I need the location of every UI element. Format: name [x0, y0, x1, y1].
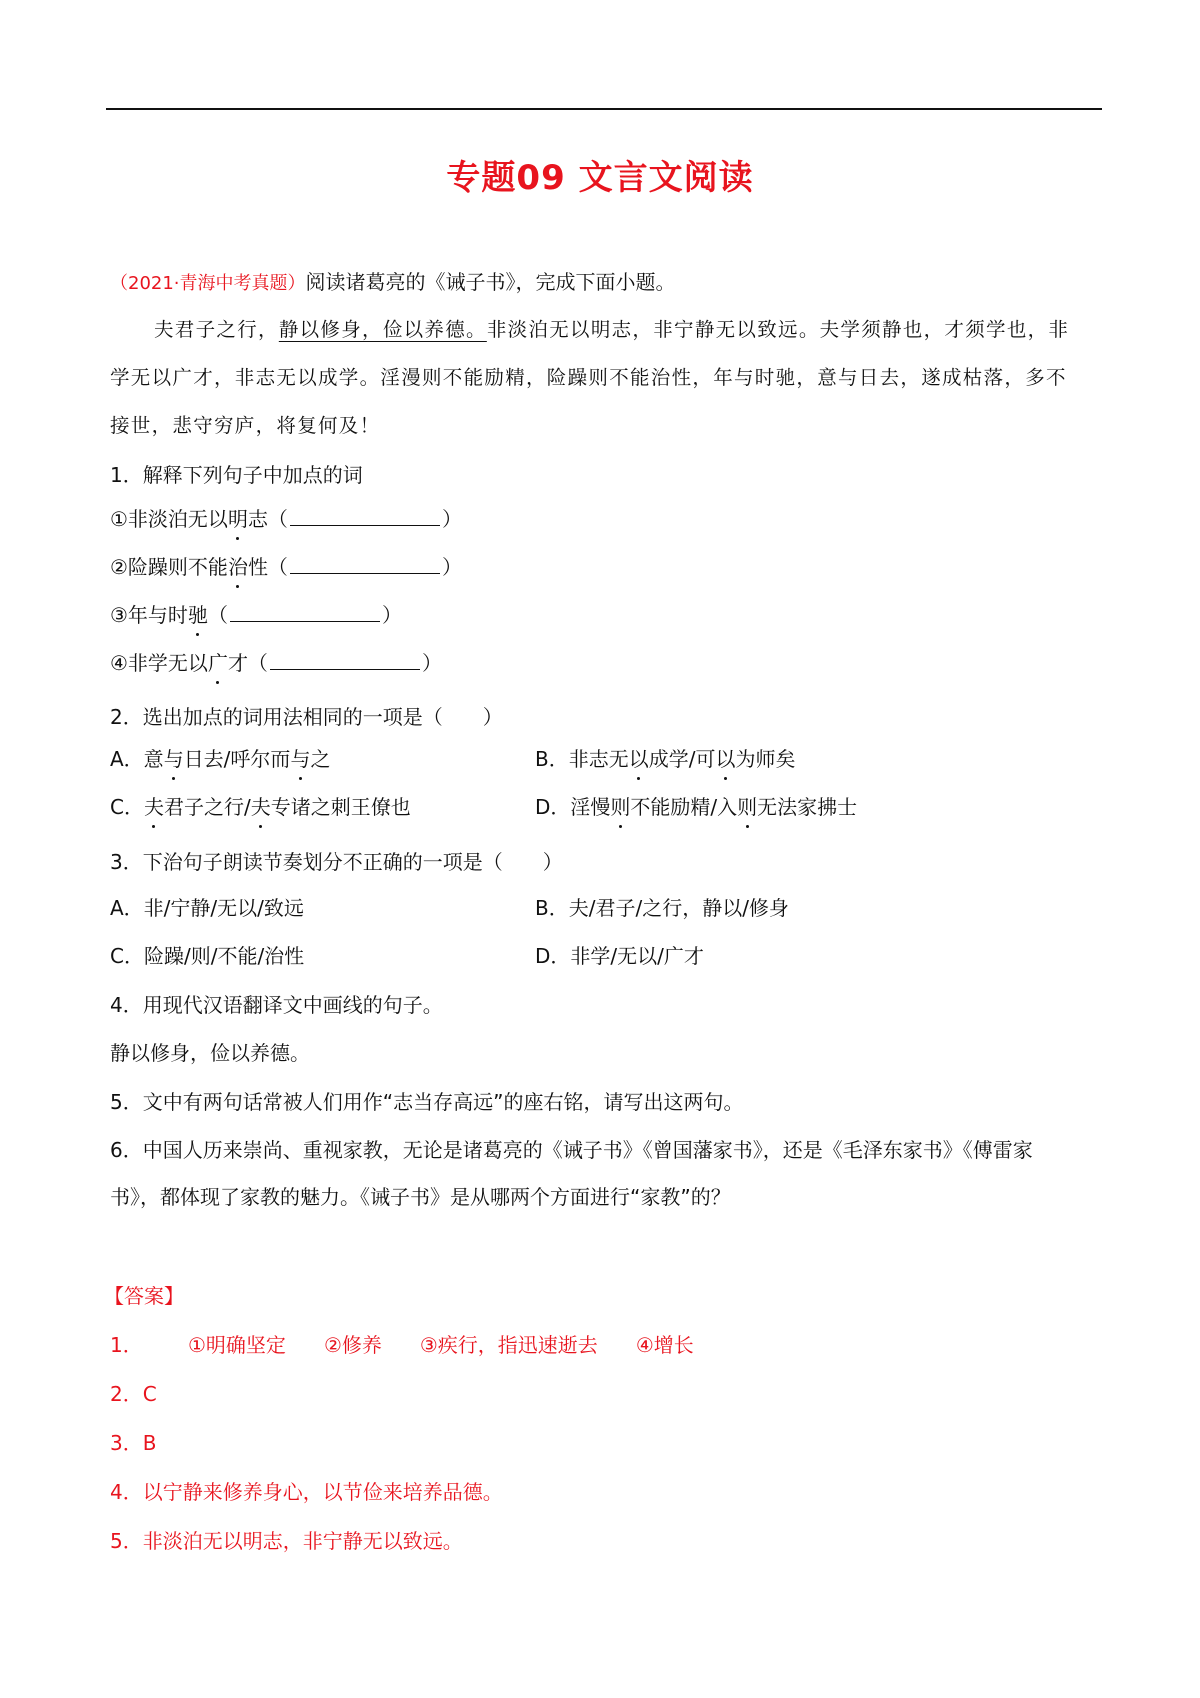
passage-line-2: 学无以广才，非志无以成学。淫漫则不能励精，险躁则不能治性，年与时驰，意与日去，遂成枯落，多不: [110, 366, 1067, 389]
answer-item: ②修养: [323, 1333, 382, 1357]
question-6-line-2: 书》，都体现了家教的魅力。《诫子书》是从哪两个方面进行“家教”的？: [110, 1185, 731, 1209]
answer-3: 3．B: [110, 1431, 157, 1455]
option-text: 之: [310, 747, 331, 771]
intro-text: 阅读诸葛亮的《诫子书》，完成下面小题。: [305, 270, 676, 294]
dotted-word: 驰: [187, 603, 208, 627]
answer-4: 4．以宁静来修养身心，以节俭来培养品德。: [110, 1480, 503, 1504]
dotted-word: 广: [207, 651, 228, 675]
option-text: 成学/可: [648, 747, 716, 771]
page-title: 专题09 文言文阅读: [446, 158, 754, 198]
answer-blank[interactable]: [270, 649, 420, 670]
dotted-word: 则: [610, 795, 631, 819]
option-text: 日去/呼尔而: [183, 747, 291, 771]
option-text: 专诸之刺王僚也: [270, 795, 411, 819]
question-1-item-3: [110, 601, 402, 629]
passage-line-1: [154, 316, 1069, 344]
question-2-stem: 2．选出加点的词用法相同的一项是（ ）: [110, 705, 503, 729]
answer-blank[interactable]: [290, 553, 440, 574]
question-2-option-b[interactable]: [535, 745, 795, 773]
answer-item: ①明确坚定: [188, 1333, 286, 1357]
dotted-word: 以: [628, 747, 649, 771]
item-text: ）: [441, 555, 462, 579]
option-text: 君子之行/: [163, 795, 251, 819]
question-4-sentence: 静以修身，俭以养德。: [110, 1041, 310, 1065]
item-text: 才（: [227, 651, 268, 675]
dotted-word: 与: [290, 747, 311, 771]
question-5-stem: 5．文中有两句话常被人们用作“志当存高远”的座右铭，请写出这两句。: [110, 1090, 744, 1114]
question-4-stem: 4．用现代汉语翻译文中画线的句子。: [110, 993, 443, 1017]
item-text: ②险躁则不能: [110, 555, 228, 579]
answer-number: 1．: [110, 1333, 143, 1357]
item-text: 志（: [247, 507, 288, 531]
item-text: ）: [421, 651, 442, 675]
question-3-option-d[interactable]: D．非学/无以/广才: [535, 944, 704, 968]
header-rule: [106, 108, 1102, 110]
option-text: D．淫慢: [535, 795, 611, 819]
question-1-item-4: [110, 649, 442, 677]
passage-text: 非淡泊无以明志，非宁静无以致远。夫学须静也，才须学也，非: [486, 318, 1070, 341]
question-1-item-2: [110, 553, 462, 581]
answer-1: [110, 1331, 732, 1359]
item-text: ①非淡泊无以: [110, 507, 228, 531]
option-text: 无法家拂士: [757, 795, 858, 819]
item-text: 性（: [247, 555, 288, 579]
question-2-option-c[interactable]: [110, 793, 411, 821]
question-1-stem: 1．解释下列句子中加点的词: [110, 463, 363, 487]
passage-line-3: 接世，悲守穷庐，将复何及！: [110, 414, 381, 437]
underlined-sentence: 静以修身，俭以养德。: [278, 318, 487, 341]
dotted-word: 明: [227, 507, 248, 531]
question-3-option-a[interactable]: A．非/宁静/无以/致远: [110, 896, 304, 920]
dotted-word: 与: [163, 747, 184, 771]
question-3-stem: 3．下治句子朗读节奏划分不正确的一项是（ ）: [110, 850, 563, 874]
item-text: ）: [381, 603, 402, 627]
answer-item: ③疾行，指迅速逝去: [419, 1333, 598, 1357]
source-tag: （2021·青海中考真题）: [110, 273, 306, 294]
question-6-line-1: 6．中国人历来崇尚、重视家教，无论是诸葛亮的《诫子书》《曾国藩家书》，还是《毛泽东家书》《傅雷家: [110, 1138, 1033, 1162]
dotted-word: 则: [737, 795, 758, 819]
answer-blank[interactable]: [230, 601, 380, 622]
dotted-word: 夫: [250, 795, 271, 819]
question-3-option-c[interactable]: C．险躁/则/不能/治性: [110, 944, 305, 968]
question-1-item-1: [110, 505, 462, 533]
intro-line: [110, 268, 676, 298]
passage-text: 夫君子之行，: [154, 318, 279, 341]
item-text: （: [207, 603, 228, 627]
option-text: 为师矣: [735, 747, 796, 771]
answer-5: 5．非淡泊无以明志，非宁静无以致远。: [110, 1529, 463, 1553]
item-text: ）: [441, 507, 462, 531]
question-2-option-d[interactable]: [535, 793, 857, 821]
answer-blank[interactable]: [290, 505, 440, 526]
option-text: C．: [110, 795, 144, 819]
dotted-word: 夫: [143, 795, 164, 819]
dotted-word: 以: [715, 747, 736, 771]
item-text: ③年与时: [110, 603, 188, 627]
question-2-option-a[interactable]: [110, 745, 330, 773]
answer-heading: 【答案】: [104, 1284, 184, 1308]
answer-2: 2．C: [110, 1382, 157, 1406]
item-text: ④非学无以: [110, 651, 208, 675]
answer-item: ④增长: [635, 1333, 694, 1357]
option-text: A．意: [110, 747, 164, 771]
option-text: B．非志无: [535, 747, 629, 771]
question-3-option-b[interactable]: B．夫/君子/之行，静以/修身: [535, 896, 789, 920]
dotted-word: 治: [227, 555, 248, 579]
option-text: 不能励精/入: [630, 795, 738, 819]
